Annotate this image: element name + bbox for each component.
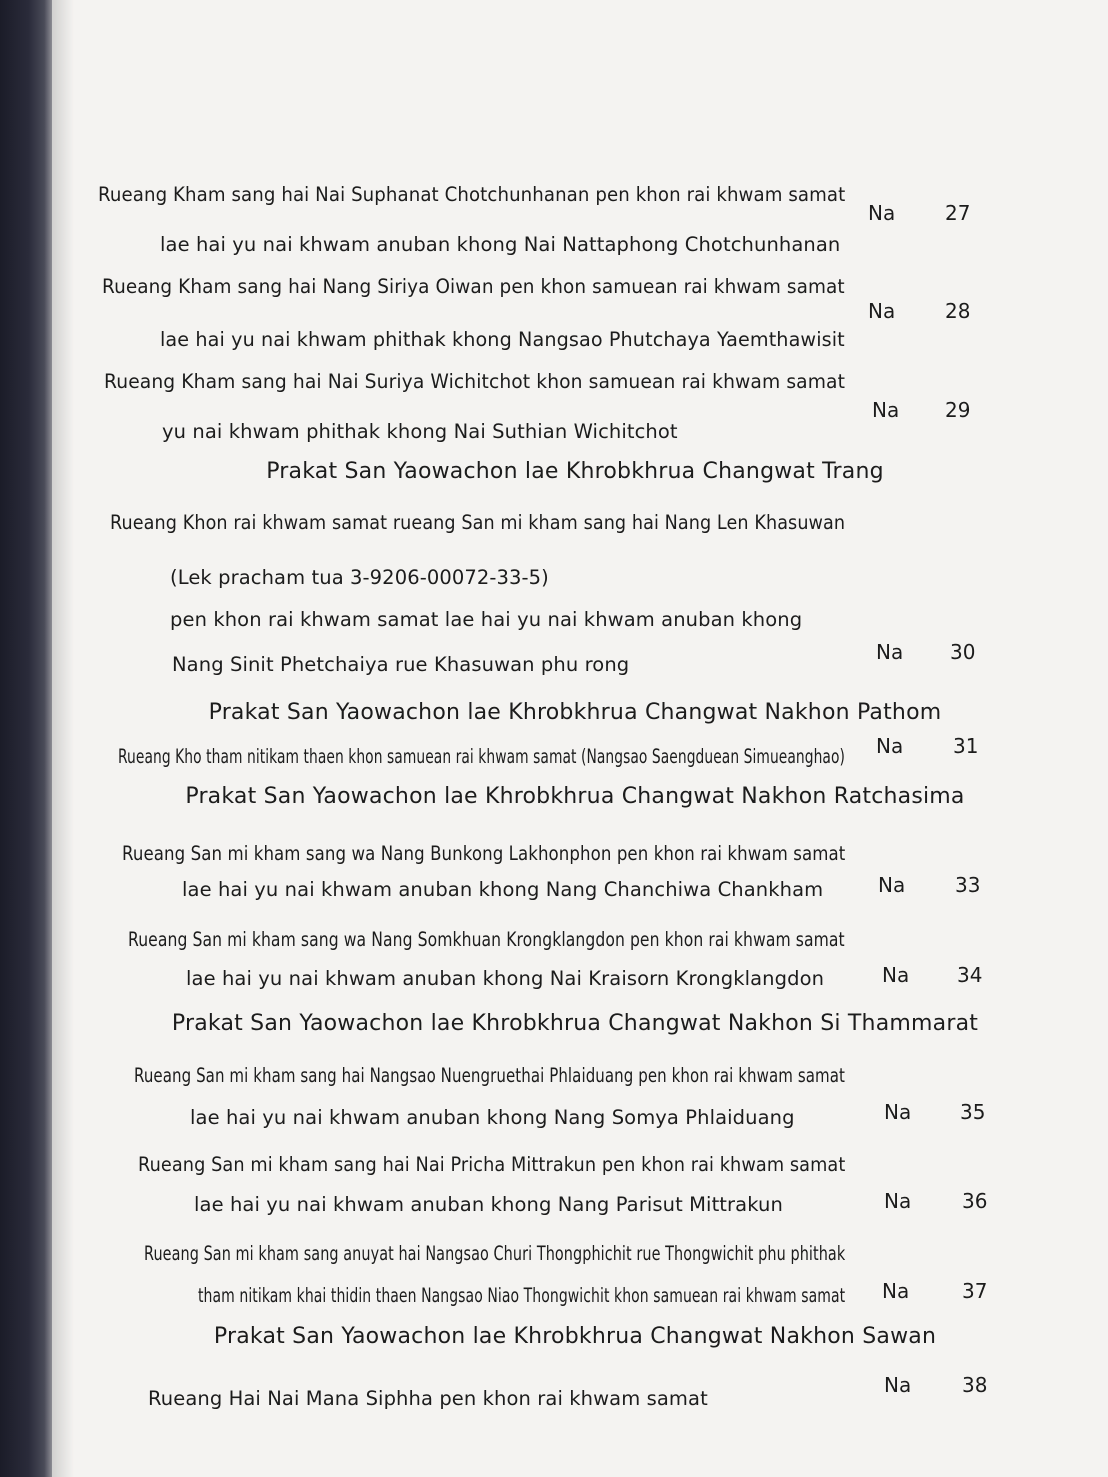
page-label: Na xyxy=(876,734,904,758)
page-label: Na xyxy=(884,1100,912,1124)
toc-entry-continuation-line xyxy=(0,563,1108,593)
toc-entry-text: Rueang San mi kham sang wa Nang Bunkong Lakhonphon pen khon rai khwam samat xyxy=(122,842,846,865)
toc-entry-first-line xyxy=(0,367,1108,397)
page-number: 34 xyxy=(957,963,983,987)
page-label: Na xyxy=(882,963,910,987)
page-label: Na xyxy=(878,873,906,897)
page-number: 27 xyxy=(945,201,971,225)
section-heading-text: Prakat San Yaowachon lae Khrobkhrua Changwat Trang xyxy=(266,459,884,484)
page-number: 29 xyxy=(945,398,971,422)
toc-entry-text: Rueang Kham sang hai Nai Suphanat Chotchunhanan pen khon rai khwam samat xyxy=(98,183,846,206)
toc-entry-continuation-line xyxy=(0,417,1108,447)
section-heading-text: Prakat San Yaowachon lae Khrobkhrua Changwat Nakhon Ratchasima xyxy=(185,784,965,809)
toc-entry-text: Rueang San mi kham sang hai Nangsao Nuengruethai Phlaiduang pen khon rai khwam samat xyxy=(134,1064,845,1087)
page-label: Na xyxy=(882,1279,910,1303)
toc-entry-text: Rueang Kham sang hai Nai Suriya Wichitchot khon samuean rai khwam samat xyxy=(104,370,846,393)
toc-entry-first-line xyxy=(0,180,1108,210)
toc-entry-text: Rueang San mi kham sang wa Nang Somkhuan Krongklangdon pen khon rai khwam samat xyxy=(128,928,845,951)
section-heading xyxy=(0,696,1108,730)
section-heading-text: Prakat San Yaowachon lae Khrobkhrua Changwat Nakhon Pathom xyxy=(208,700,942,725)
page-label: Na xyxy=(868,201,896,225)
page-label: Na xyxy=(868,299,896,323)
page-number: 28 xyxy=(945,299,971,323)
toc-entry-text: Rueang Kham sang hai Nang Siriya Oiwan pen khon samuean rai khwam samat xyxy=(102,275,845,298)
toc-entry-text: yu nai khwam phithak khong Nai Suthian Wichitchot xyxy=(162,420,678,443)
toc-entry-continuation-line xyxy=(0,964,1108,994)
toc-entry-first-line xyxy=(0,1061,1108,1091)
toc-entry-text: Rueang Hai Nai Mana Siphha pen khon rai khwam samat xyxy=(148,1387,708,1410)
page-number: 35 xyxy=(960,1100,986,1124)
toc-entry-continuation-line xyxy=(0,1103,1108,1133)
toc-entry-continuation-line xyxy=(0,650,1108,680)
section-heading xyxy=(0,455,1108,489)
section-heading xyxy=(0,1007,1108,1041)
toc-entry-text: Rueang Khon rai khwam samat rueang San mi kham sang hai Nang Len Khasuwan xyxy=(110,511,846,534)
toc-entry-continuation-line xyxy=(0,875,1108,905)
toc-entry-first-line xyxy=(0,925,1108,955)
toc-entry-first-line xyxy=(0,742,1108,772)
page-number: 31 xyxy=(953,734,979,758)
toc-entry-first-line xyxy=(0,272,1108,302)
toc-entry-continuation-line xyxy=(0,325,1108,355)
toc-entry-text: lae hai yu nai khwam anuban khong Nang Parisut Mittrakun xyxy=(194,1193,783,1216)
section-heading xyxy=(0,1320,1108,1354)
section-heading xyxy=(0,780,1108,814)
toc-entry-text: pen khon rai khwam samat lae hai yu nai khwam anuban khong xyxy=(170,608,803,631)
toc-entry-text: (Lek pracham tua 3-9206-00072-33-5) xyxy=(170,566,549,589)
page-label: Na xyxy=(884,1189,912,1213)
toc-entry-text: Nang Sinit Phetchaiya rue Khasuwan phu rong xyxy=(172,653,630,676)
toc-entry-text: lae hai yu nai khwam anuban khong Nai Nattaphong Chotchunhanan xyxy=(160,233,841,256)
toc-entry-first-line xyxy=(0,1239,1108,1269)
toc-entry-text: lae hai yu nai khwam anuban khong Nang Chanchiwa Chankham xyxy=(182,878,824,901)
toc-entry-first-line xyxy=(0,1150,1108,1180)
toc-entry-continuation-line xyxy=(0,230,1108,260)
toc-entry-continuation-line xyxy=(0,1190,1108,1220)
toc-entry-text: Rueang Kho tham nitikam thaen khon samuean rai khwam samat (Nangsao Saengduean Simueanghao) xyxy=(118,745,845,768)
page-number: 33 xyxy=(955,873,981,897)
toc-entry-continuation-line xyxy=(0,1281,1108,1311)
toc-entry-continuation-line xyxy=(0,605,1108,635)
section-heading-text: Prakat San Yaowachon lae Khrobkhrua Changwat Nakhon Si Thammarat xyxy=(171,1011,979,1036)
page-label: Na xyxy=(872,398,900,422)
toc-entry-text: lae hai yu nai khwam anuban khong Nai Kraisorn Krongklangdon xyxy=(186,967,825,990)
toc-entry-first-line xyxy=(0,1384,1108,1414)
toc-entry-first-line xyxy=(0,839,1108,869)
page-label: Na xyxy=(876,640,904,664)
page-number: 30 xyxy=(950,640,976,664)
page-number: 36 xyxy=(962,1189,988,1213)
page-label: Na xyxy=(884,1373,912,1397)
section-heading-text: Prakat San Yaowachon lae Khrobkhrua Changwat Nakhon Sawan xyxy=(213,1324,937,1349)
toc-entry-first-line xyxy=(0,508,1108,538)
page-number: 38 xyxy=(962,1373,988,1397)
toc-entry-text: Rueang San mi kham sang hai Nai Pricha Mittrakun pen khon rai khwam samat xyxy=(138,1153,846,1176)
page-number: 37 xyxy=(962,1279,988,1303)
toc-entry-text: Rueang San mi kham sang anuyat hai Nangsao Churi Thongphichit rue Thongwichit phu phithak xyxy=(144,1242,846,1265)
toc-entry-text: lae hai yu nai khwam anuban khong Nang Somya Phlaiduang xyxy=(190,1106,795,1129)
toc-entry-text: lae hai yu nai khwam phithak khong Nangsao Phutchaya Yaemthawisit xyxy=(160,328,845,351)
toc-entry-text: tham nitikam khai thidin thaen Nangsao Niao Thongwichit khon samuean rai khwam samat xyxy=(198,1284,846,1307)
